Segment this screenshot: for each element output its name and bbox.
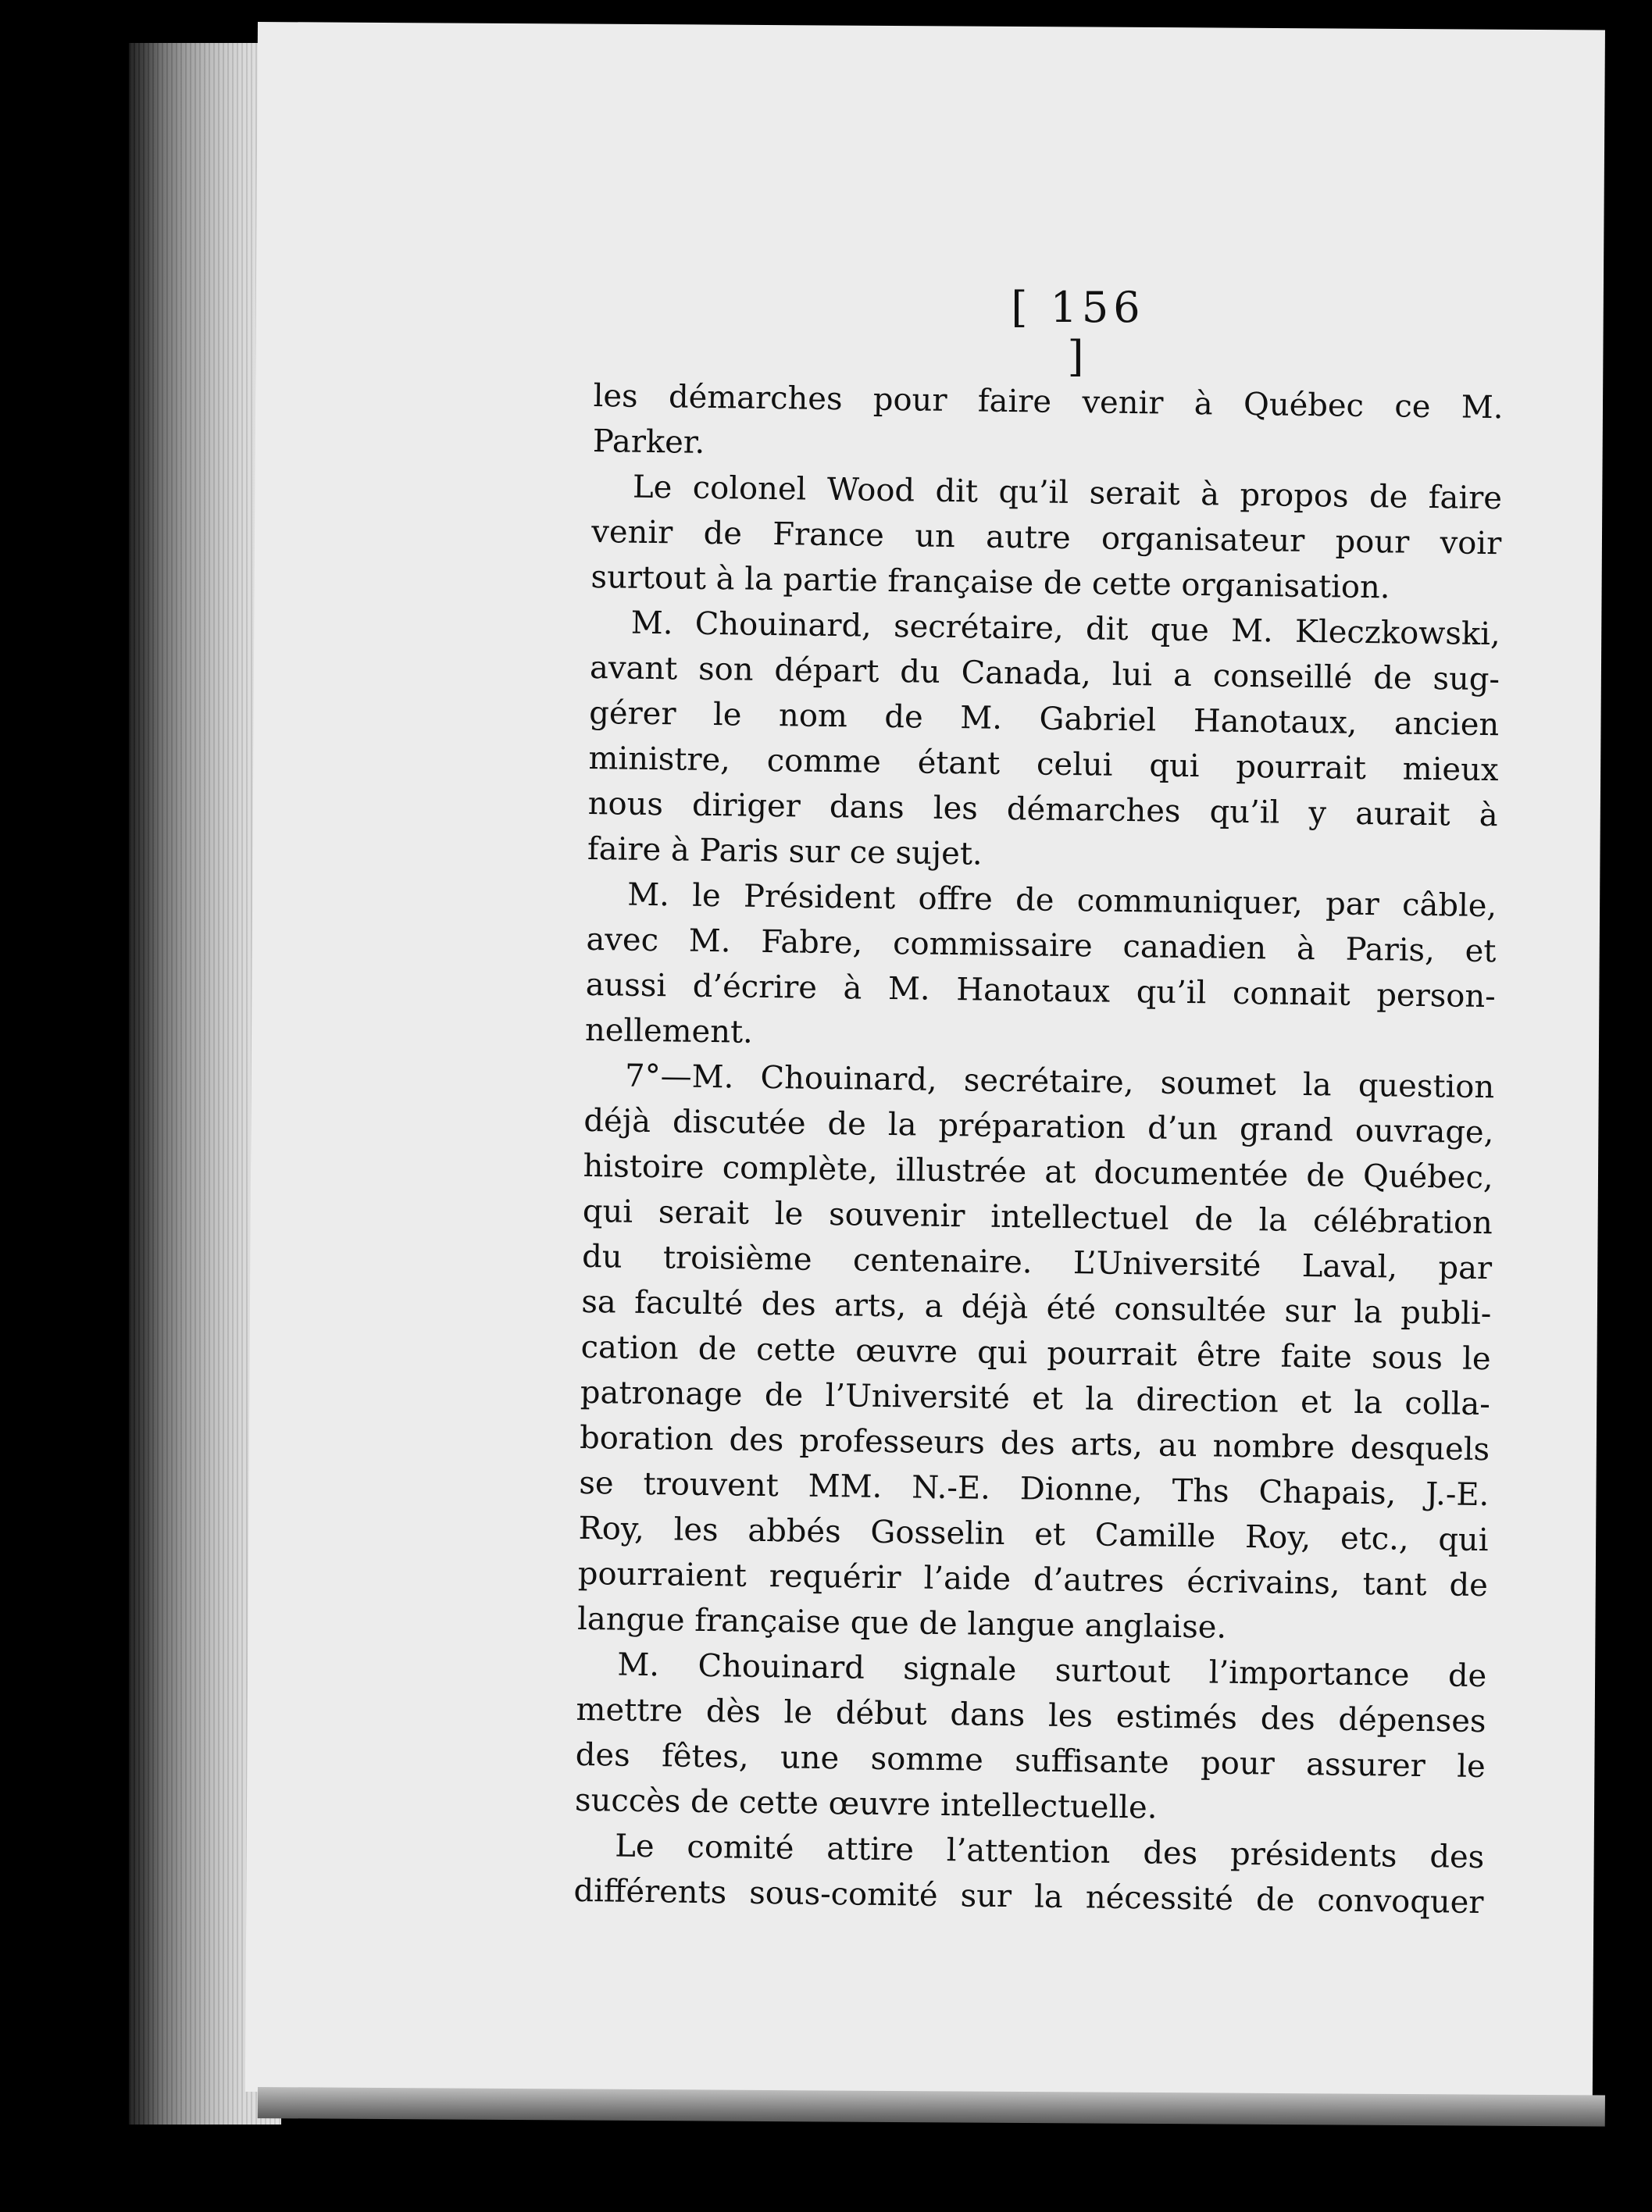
text-line: M. le Président offre de communiquer, par câble, bbox=[626, 876, 1497, 925]
text-line: faire à Paris sur ce sujet. bbox=[587, 830, 983, 872]
text-line: nellement. bbox=[584, 1011, 754, 1051]
text-line: les démarches pour faire venir à Québec ce M. bbox=[593, 377, 1504, 426]
text-line: des fêtes, une somme suffisante pour assurer le bbox=[575, 1736, 1486, 1786]
text-line: Le comité attire l’attention des présidents des bbox=[615, 1828, 1485, 1876]
text-line: avant son départ du Canada, lui a conseillé de sug- bbox=[589, 649, 1500, 698]
text-line: sa faculté des arts, a déjà été consultée sur la publi- bbox=[581, 1283, 1492, 1333]
text-line: qui serait le souvenir intellectuel de la célébration bbox=[582, 1193, 1493, 1242]
text-line: histoire complète, illustrée at documentée de Québec, bbox=[583, 1147, 1493, 1197]
text-line: succès de cette œuvre intellectuelle. bbox=[574, 1782, 1158, 1826]
text-line: M. Chouinard, secrétaire, dit que M. Kleczkowski, bbox=[630, 605, 1501, 653]
text-line: Roy, les abbés Gosselin et Camille Roy, etc., qui bbox=[578, 1510, 1489, 1559]
text-line: pourraient requérir l’aide d’autres écrivains, tant de bbox=[577, 1555, 1489, 1604]
text-line: Parker. bbox=[592, 423, 705, 461]
text-line: du troisième centenaire. L’Université Laval, par bbox=[581, 1238, 1493, 1287]
text-line: avec M. Fabre, commissaire canadien à Paris, et bbox=[586, 921, 1497, 970]
text-line: Le colonel Wood dit qu’il serait à propos de faire bbox=[632, 469, 1503, 517]
text-line: nous diriger dans les démarches qu’il y aurait à bbox=[587, 785, 1498, 834]
text-line: M. Chouinard signale surtout l’importance de bbox=[617, 1647, 1487, 1695]
text-line: surtout à la partie française de cette organisation. bbox=[591, 558, 1390, 606]
text-line: boration des professeurs des arts, au nombre desquels bbox=[579, 1419, 1490, 1468]
text-line: ministre, comme étant celui qui pourrait mieux bbox=[588, 740, 1499, 789]
page-number: [ 156 ] bbox=[1011, 283, 1145, 381]
text-line: patronage de l’Université et la direction et la colla- bbox=[580, 1374, 1491, 1423]
text-line: aussi d’écrire à M. Hanotaux qu’il connait person- bbox=[585, 966, 1496, 1015]
text-line: 7°—M. Chouinard, secrétaire, soumet la question bbox=[624, 1058, 1495, 1106]
text-line: différents sous-comité sur la nécessité de convoquer bbox=[573, 1872, 1484, 1921]
text-line: mettre dès le début dans les estimés des dépenses bbox=[576, 1691, 1486, 1740]
body-text bbox=[573, 373, 1504, 1925]
text-line: venir de France un autre organisateur pour voir bbox=[591, 513, 1502, 562]
text-line: langue française que de langue anglaise. bbox=[576, 1600, 1227, 1646]
text-line: déjà discutée de la préparation d’un grand ouvrage, bbox=[583, 1102, 1494, 1151]
text-line: se trouvent MM. N.-E. Dionne, Ths Chapais, J.-E. bbox=[579, 1465, 1490, 1514]
text-line: gérer le nom de M. Gabriel Hanotaux, ancien bbox=[589, 694, 1500, 744]
text-line: cation de cette œuvre qui pourrait être faite sous le bbox=[580, 1329, 1491, 1378]
